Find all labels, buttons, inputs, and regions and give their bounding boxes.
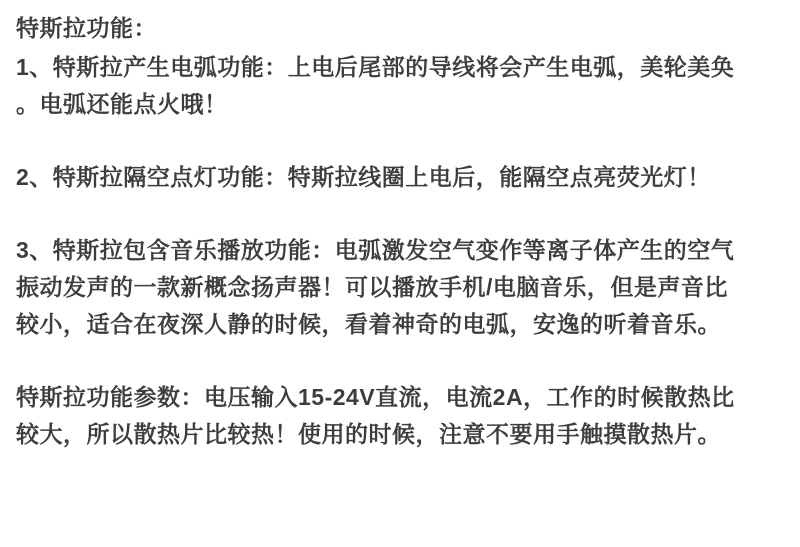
feature-item-1 [16,49,782,123]
feature-2-line-1: 2、特斯拉隔空点灯功能：特斯拉线圈上电后，能隔空点亮荧光灯！ [16,164,711,190]
page-title-block [16,10,782,47]
parameters-line-1: 特斯拉功能参数：电压输入15-24V直流，电流2A，工作的时候散热比 [16,384,735,410]
feature-1-line-2: 。电弧还能点火哦！ [16,91,228,117]
feature-item-3 [16,232,782,343]
feature-3-line-3: 较小，适合在夜深人静的时候，看着神奇的电弧，安逸的听着音乐。 [16,311,721,337]
page-title: 特斯拉功能： [16,15,157,41]
feature-item-2 [16,159,782,196]
section-spacer-1 [16,139,782,159]
feature-3-line-2: 振动发声的一款新概念扬声器！可以播放手机/电脑音乐，但是声音比 [16,274,728,300]
feature-1-line-1: 1、特斯拉产生电弧功能：上电后尾部的导线将会产生电弧，美轮美奂 [16,54,735,80]
section-spacer-2 [16,212,782,232]
feature-3-line-1: 3、特斯拉包含音乐播放功能：电弧激发空气变作等离子体产生的空气 [16,237,735,263]
parameters-line-2: 较大，所以散热片比较热！使用的时候，注意不要用手触摸散热片。 [16,421,721,447]
section-spacer-3 [16,359,782,379]
parameters-item [16,379,782,453]
